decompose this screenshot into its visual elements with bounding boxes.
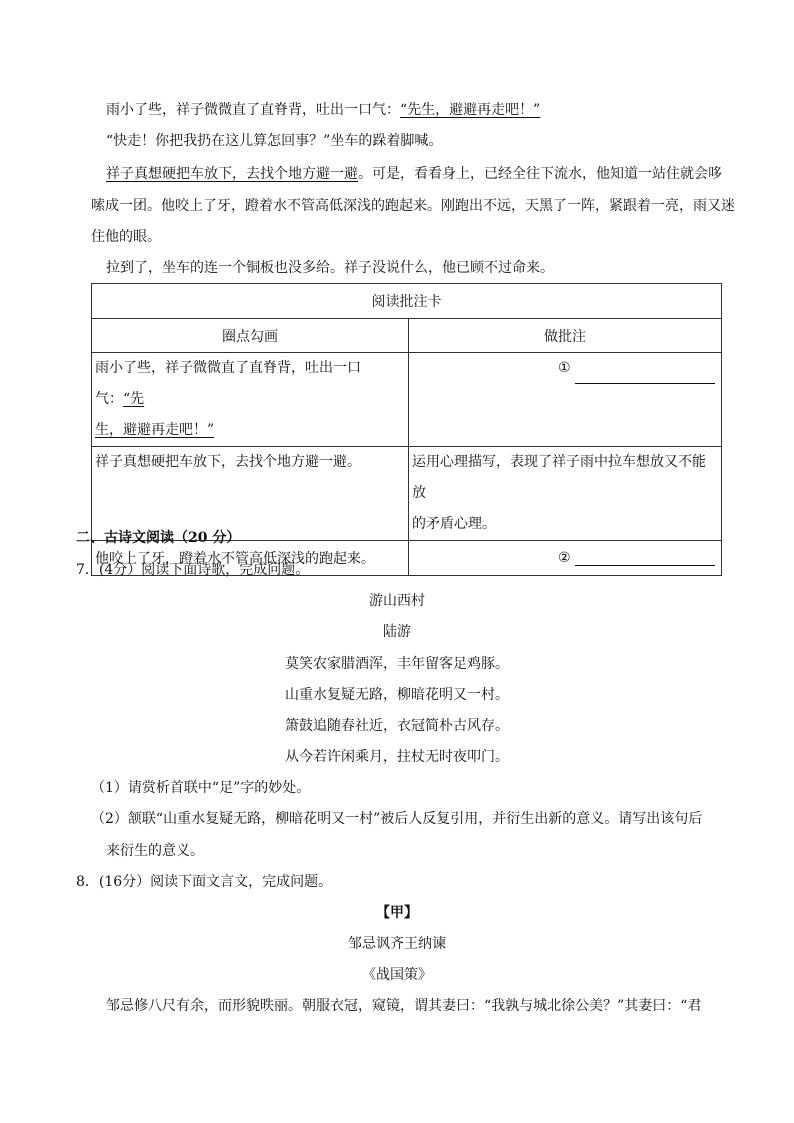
card-col-header-note: 做批注 [409, 319, 722, 353]
card-row3-answer [409, 541, 722, 576]
answer-blank-2[interactable] [575, 551, 715, 566]
question-7-1: （1）请赏析首联中“足”字的妙处。 [91, 780, 311, 796]
poem-line: 从今若许闲乘月，拄杖无时夜叩门。 [285, 749, 509, 765]
question-7-2: （2）颔联“山重水复疑无路，柳暗花明又一村”被后人反复引用，并衍生出新的意义。请写出该句后 [91, 811, 703, 827]
text-source: 《战国策》 [362, 967, 432, 983]
poem-title: 游山西村 [369, 593, 425, 609]
card-row1-quote [92, 353, 409, 447]
poem-line: 箫鼓追随春社近，衣冠简朴古风存。 [285, 718, 509, 734]
passage-paragraph-1 [106, 101, 540, 119]
answer-blank-1[interactable] [575, 369, 715, 384]
poem-line: 山重水复疑无路，柳暗花明又一村。 [285, 687, 509, 703]
poem-author: 陆游 [383, 624, 411, 640]
text-line-1: 邹忌修八尺有余，而形貌昳丽。朝服衣冠，窥镜，谓其妻曰：“我孰与城北徐公美？”其妻曰：“君 [106, 998, 702, 1014]
passage-paragraph-4: 拉到了，坐车的连一个铜板也没多给。祥子没说什么，他已顾不过命来。 [106, 260, 554, 276]
passage-paragraph-3-line2: 嗦成一团。他咬上了牙，蹬着水不管高低深浅的跑起来。刚跑出不远，天黑了一阵，紧跟着一亮，雨又迷 [91, 198, 735, 214]
question-8: 8．(16分）阅读下面文言文，完成问题。 [76, 874, 333, 890]
p1-text: 雨小了些，祥子微微直了直脊背，吐出一口气： [106, 102, 400, 118]
passage-paragraph-3 [106, 165, 722, 183]
row1-text: 雨小了些，祥子微微直了直脊背，吐出一口气： [95, 360, 361, 407]
card-row2-note [409, 447, 722, 541]
p1-quote: “先生，避避再走吧！” [400, 102, 541, 118]
card-row2-quote [92, 447, 409, 541]
answer-marker-2: ② [558, 550, 571, 566]
card-row1-answer [409, 353, 722, 447]
question-7-2-cont: 来衍生的意义。 [106, 843, 204, 859]
text-label-jia: 【甲】 [376, 905, 418, 921]
text-title: 邹忌讽齐王纳谏 [348, 936, 446, 952]
row1-quote-b: 生，避避再走吧！” [95, 422, 215, 438]
card-title: 阅读批注卡 [92, 284, 722, 319]
question-7: 7．(4分）阅读下面诗歌，完成问题。 [76, 562, 310, 578]
row2-note-a: 运用心理描写，表现了祥子雨中拉车想放又不能放 [412, 454, 706, 501]
row2-text: 祥子真想硬把车放下，去找个地方避一避。 [95, 454, 361, 470]
answer-marker-1: ① [558, 360, 571, 376]
p3-underlined: 祥子真想硬把车放下，去找个地方避一避 [106, 166, 358, 182]
passage-paragraph-3-line3: 住他的眼。 [91, 229, 161, 245]
passage-paragraph-2: “快走！你把我扔在这儿算怎回事？”坐车的跺着脚喊。 [106, 133, 443, 149]
section-heading: 二、古诗文阅读（20 分） [76, 530, 241, 546]
poem-line: 莫笑农家腊酒浑，丰年留客足鸡豚。 [285, 656, 509, 672]
row1-quote-a: “先 [123, 391, 145, 407]
row3-text: 他咬上了牙，蹬着水不管高低深浅的跑起来。 [95, 551, 375, 567]
p3-rest: 。可是，看看身上，已经全往下流水，他知道一站住就会哆 [358, 166, 722, 182]
row2-note-b: 的矛盾心理。 [412, 516, 496, 532]
card-col-header-mark: 圈点勾画 [92, 319, 409, 353]
